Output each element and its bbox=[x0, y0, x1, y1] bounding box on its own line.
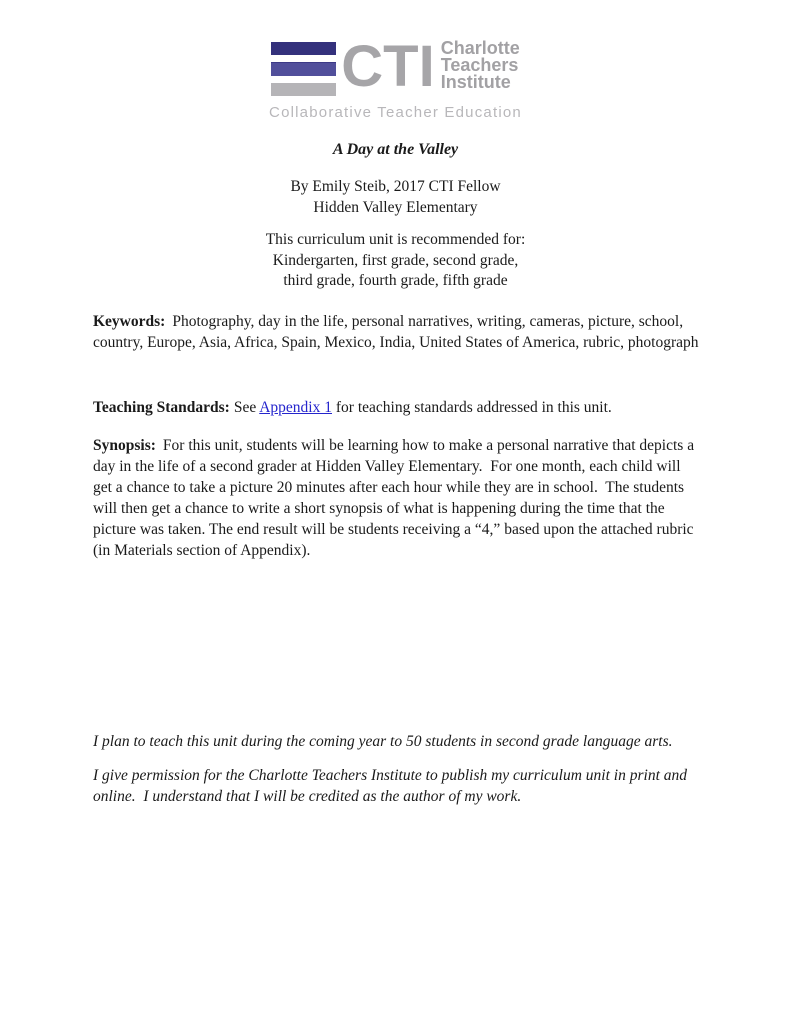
recommended-line-3: third grade, fourth grade, fifth grade bbox=[283, 272, 508, 289]
keywords-label: Keywords: bbox=[93, 313, 166, 330]
logo-acronym: CTI bbox=[341, 34, 435, 99]
teaching-plan-statement: I plan to teach this unit during the coming year to 50 students in second grade language arts. bbox=[93, 733, 673, 750]
keywords-paragraph bbox=[93, 311, 701, 353]
cti-logo bbox=[0, 34, 791, 123]
logo-name bbox=[441, 38, 520, 91]
teaching-standards-label: Teaching Standards: bbox=[93, 399, 230, 416]
recommended-line-2: Kindergarten, first grade, second grade, bbox=[272, 251, 519, 269]
synopsis-text: For this unit, students will be learning how to make a personal narrative that depicts a day in the life of a second grader at Hidden Valley Elementary. For one month, each child will get a chance to take a picture 20 minutes after each hour while they are in school. The students will then get a chance to write a short synopsis of what is happening during the time that the picture was taken. The end result will be students receiving a “4,” based upon the attached rubric (in Materials section of Appendix). bbox=[93, 437, 698, 559]
recommended-grades bbox=[0, 230, 791, 292]
logo-tagline: Collaborative Teacher Education bbox=[269, 104, 522, 121]
logo-name-line-2: Teachers bbox=[440, 55, 519, 75]
cti-logo-row bbox=[0, 34, 791, 99]
logo-bar-gray bbox=[271, 83, 336, 96]
byline bbox=[0, 176, 791, 218]
byline-school: Hidden Valley Elementary bbox=[313, 199, 478, 216]
synopsis-paragraph bbox=[93, 435, 701, 561]
synopsis-label: Synopsis: bbox=[93, 437, 156, 454]
teaching-standards-after-link: for teaching standards addressed in this unit. bbox=[332, 399, 612, 416]
appendix-1-link[interactable]: Appendix 1 bbox=[259, 399, 332, 416]
page-title: A Day at the Valley bbox=[332, 141, 459, 158]
permission-statement: I give permission for the Charlotte Teachers Institute to publish my curriculum unit in print and online. I understand that I will be credited as the author of my work. bbox=[93, 767, 691, 805]
logo-name-line-1: Charlotte bbox=[440, 38, 520, 58]
byline-author: By Emily Steib, 2017 CTI Fellow bbox=[290, 178, 501, 195]
teaching-standards-before-link: See bbox=[233, 399, 260, 416]
logo-bars-icon bbox=[271, 42, 336, 96]
logo-bar-navy bbox=[271, 42, 336, 55]
teaching-standards-paragraph bbox=[93, 397, 701, 418]
recommended-line-1: This curriculum unit is recommended for: bbox=[265, 231, 526, 248]
logo-name-line-3: Institute bbox=[440, 72, 511, 92]
logo-bar-blue bbox=[271, 62, 336, 76]
keywords-text: Photography, day in the life, personal narratives, writing, cameras, picture, school, country, Europe, Asia, Africa, Spain, Mexico, India, United States of America, rubric, photograph bbox=[93, 313, 699, 351]
